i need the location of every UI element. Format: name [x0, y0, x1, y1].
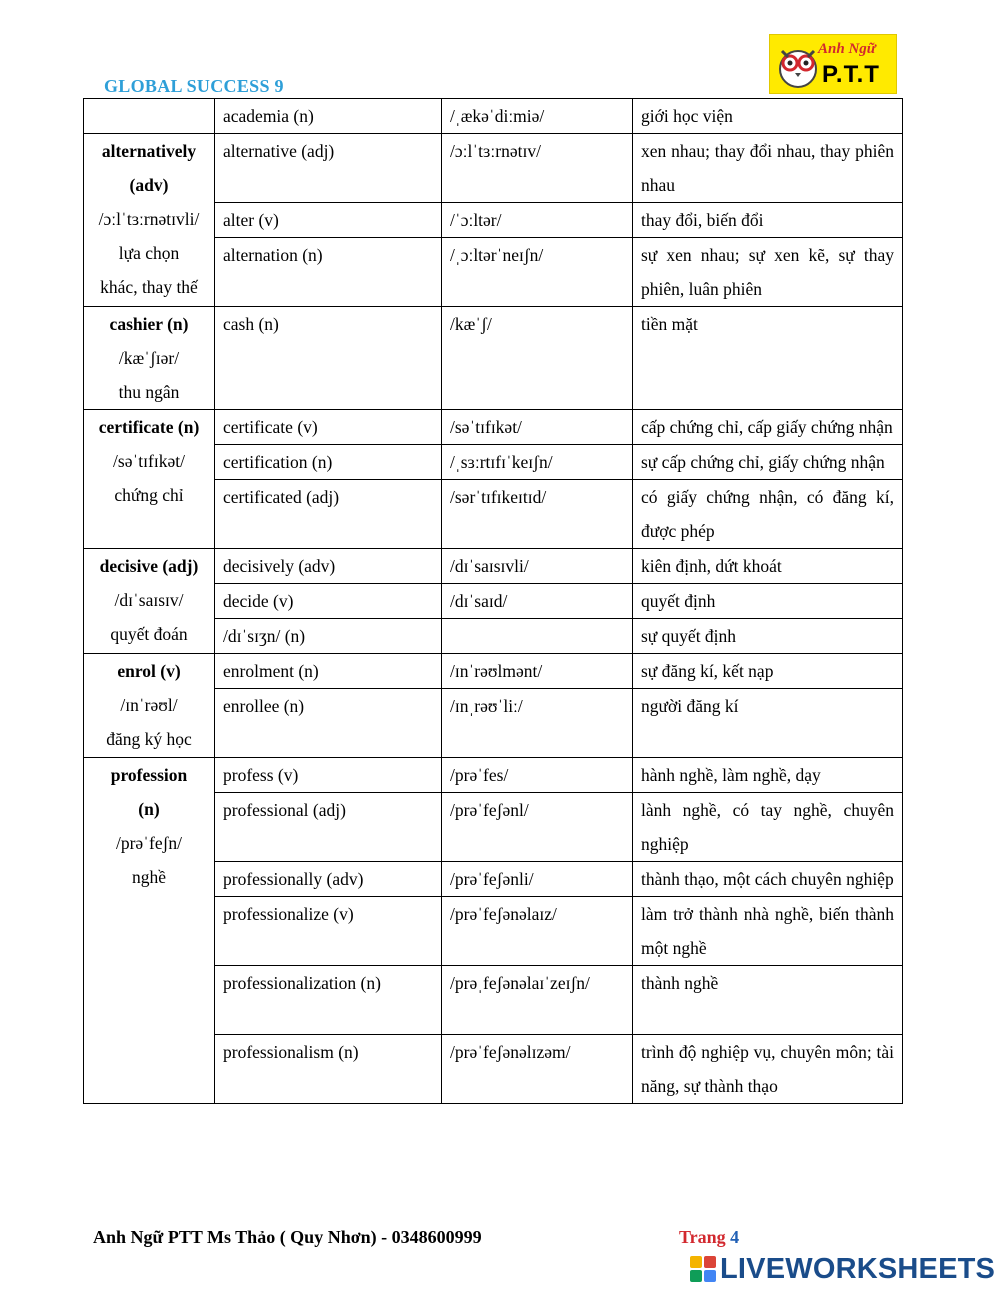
headword-line: /səˈtɪfɪkət/ — [113, 451, 185, 471]
meaning-cell: xen nhau; thay đổi nhau, thay phiên nhau — [633, 134, 903, 203]
meaning-cell: tiền mặt — [633, 307, 903, 410]
meaning-cell: thành nghề — [633, 966, 903, 1035]
ipa-cell: /ɪnˌrəʊˈliː/ — [442, 689, 633, 758]
ipa-cell: /ˌsɜːrtɪfɪˈkeɪʃn/ — [442, 445, 633, 480]
meaning-cell: lành nghề, có tay nghề, chuyên nghiệp — [633, 793, 903, 862]
vocabulary-table — [83, 98, 903, 1104]
headword-line: cashier (n) — [109, 314, 189, 334]
headword-line: /ɪnˈrəʊl/ — [120, 695, 178, 715]
word-cell: alter (v) — [215, 203, 442, 238]
ipa-cell: /prəˈfeʃənl/ — [442, 793, 633, 862]
owl-icon — [776, 41, 820, 89]
word-cell: professionalism (n) — [215, 1035, 442, 1104]
word-cell: certification (n) — [215, 445, 442, 480]
word-cell: certificate (v) — [215, 410, 442, 445]
ipa-cell: /dɪˈsaɪsɪvli/ — [442, 549, 633, 584]
meaning-cell: giới học viện — [633, 99, 903, 134]
word-cell: professionalization (n) — [215, 966, 442, 1035]
headword-line: decisive (adj) — [99, 556, 199, 576]
school-logo — [769, 34, 897, 94]
word-cell: cash (n) — [215, 307, 442, 410]
headword-line: enrol (v) — [117, 661, 181, 681]
ipa-cell: /prəˈfeʃənəlɪzəm/ — [442, 1035, 633, 1104]
meaning-cell: sự xen nhau; sự xen kẽ, sự thay phiên, luân phiên — [633, 238, 903, 307]
ipa-cell: /prəˈfeʃənli/ — [442, 862, 633, 897]
meaning-cell: quyết định — [633, 584, 903, 619]
headword-line: (adv) — [129, 175, 169, 195]
meaning-cell: thay đổi, biến đổi — [633, 203, 903, 238]
meaning-cell: thành thạo, một cách chuyên nghiệp — [633, 862, 903, 897]
word-cell: academia (n) — [215, 99, 442, 134]
table-row — [84, 99, 903, 134]
page-indicator — [679, 1227, 739, 1248]
headword-line: đăng ký học — [106, 729, 192, 749]
logo-line1: Anh Ngữ — [818, 41, 876, 57]
meaning-cell: sự đăng kí, kết nạp — [633, 654, 903, 689]
footer-contact: Anh Ngữ PTT Ms Thảo ( Quy Nhơn) - 0348600999 — [93, 1227, 482, 1247]
table-row — [84, 758, 903, 793]
headword-cell — [84, 549, 215, 654]
headword-cell — [84, 410, 215, 549]
ipa-cell: /prəˌfeʃənəlaɪˈzeɪʃn/ — [442, 966, 633, 1035]
ipa-cell: /ɔːlˈtɜːrnətɪv/ — [442, 134, 633, 203]
ipa-cell: /prəˈfes/ — [442, 758, 633, 793]
headword-line: thu ngân — [118, 382, 180, 402]
meaning-cell: sự cấp chứng chỉ, giấy chứng nhận — [633, 445, 903, 480]
word-cell: professionalize (v) — [215, 897, 442, 966]
headword-line: khác, thay thế — [100, 277, 198, 297]
word-cell: professionally (adv) — [215, 862, 442, 897]
meaning-cell: làm trở thành nhà nghề, biến thành một nghề — [633, 897, 903, 966]
word-cell: profess (v) — [215, 758, 442, 793]
headword-line: certificate (n) — [98, 417, 200, 437]
meaning-cell: hành nghề, làm nghề, dạy — [633, 758, 903, 793]
ipa-cell: /səˈtɪfɪkət/ — [442, 410, 633, 445]
table-row — [84, 307, 903, 410]
meaning-cell: kiên định, dứt khoát — [633, 549, 903, 584]
document-title: GLOBAL SUCCESS 9 — [104, 76, 284, 96]
headword-line: /prəˈfeʃn/ — [115, 833, 183, 853]
headword-cell — [84, 134, 215, 307]
liveworksheets-brand — [690, 1254, 995, 1284]
meaning-cell: có giấy chứng nhận, có đăng kí, được phép — [633, 480, 903, 549]
headword-line: quyết đoán — [110, 624, 188, 644]
meaning-cell: người đăng kí — [633, 689, 903, 758]
logo-line2: P.T.T — [822, 61, 880, 88]
word-cell: enrollee (n) — [215, 689, 442, 758]
headword-line: nghề — [131, 867, 167, 887]
headword-line: /kæˈʃɪər/ — [118, 348, 180, 368]
ipa-cell: /sərˈtɪfɪkeɪtɪd/ — [442, 480, 633, 549]
ipa-cell: /dɪˈsaɪd/ — [442, 584, 633, 619]
meaning-cell: sự quyết định — [633, 619, 903, 654]
table-row — [84, 410, 903, 445]
word-cell: decide (v) — [215, 584, 442, 619]
meaning-cell: cấp chứng chỉ, cấp giấy chứng nhận — [633, 410, 903, 445]
ipa-cell: /ˌækəˈdiːmiə/ — [442, 99, 633, 134]
page-label: Trang — [679, 1227, 726, 1247]
headword-line: /ɔːlˈtɜːrnətɪvli/ — [98, 209, 200, 229]
word-cell: decisively (adv) — [215, 549, 442, 584]
headword-line: /dɪˈsaɪsɪv/ — [114, 590, 184, 610]
ipa-cell: /prəˈfeʃənəlaɪz/ — [442, 897, 633, 966]
ipa-cell: /ˌɔːltərˈneɪʃn/ — [442, 238, 633, 307]
table-row — [84, 134, 903, 203]
word-cell: /dɪˈsɪʒn/ (n) — [215, 619, 442, 654]
word-cell: enrolment (n) — [215, 654, 442, 689]
table-row — [84, 549, 903, 584]
headword-cell — [84, 654, 215, 758]
ipa-cell — [442, 619, 633, 654]
headword-line: chứng chỉ — [114, 485, 184, 505]
headword-line: profession — [110, 765, 188, 785]
ipa-cell: /kæˈʃ/ — [442, 307, 633, 410]
word-cell: professional (adj) — [215, 793, 442, 862]
liveworksheets-icon — [690, 1256, 716, 1282]
word-cell: alternative (adj) — [215, 134, 442, 203]
headword-line: alternatively — [101, 141, 197, 161]
ipa-cell: /ɪnˈrəʊlmənt/ — [442, 654, 633, 689]
headword-line: lựa chọn — [118, 243, 180, 263]
page-number: 4 — [730, 1227, 740, 1247]
headword-cell — [84, 99, 215, 134]
word-cell: alternation (n) — [215, 238, 442, 307]
headword-cell — [84, 307, 215, 410]
ipa-cell: /ˈɔːltər/ — [442, 203, 633, 238]
headword-line: (n) — [138, 799, 160, 819]
table-row — [84, 654, 903, 689]
word-cell: certificated (adj) — [215, 480, 442, 549]
headword-cell — [84, 758, 215, 1104]
liveworksheets-text: LIVEWORKSHEETS — [720, 1252, 996, 1285]
meaning-cell: trình độ nghiệp vụ, chuyên môn; tài năng, sự thành thạo — [633, 1035, 903, 1104]
